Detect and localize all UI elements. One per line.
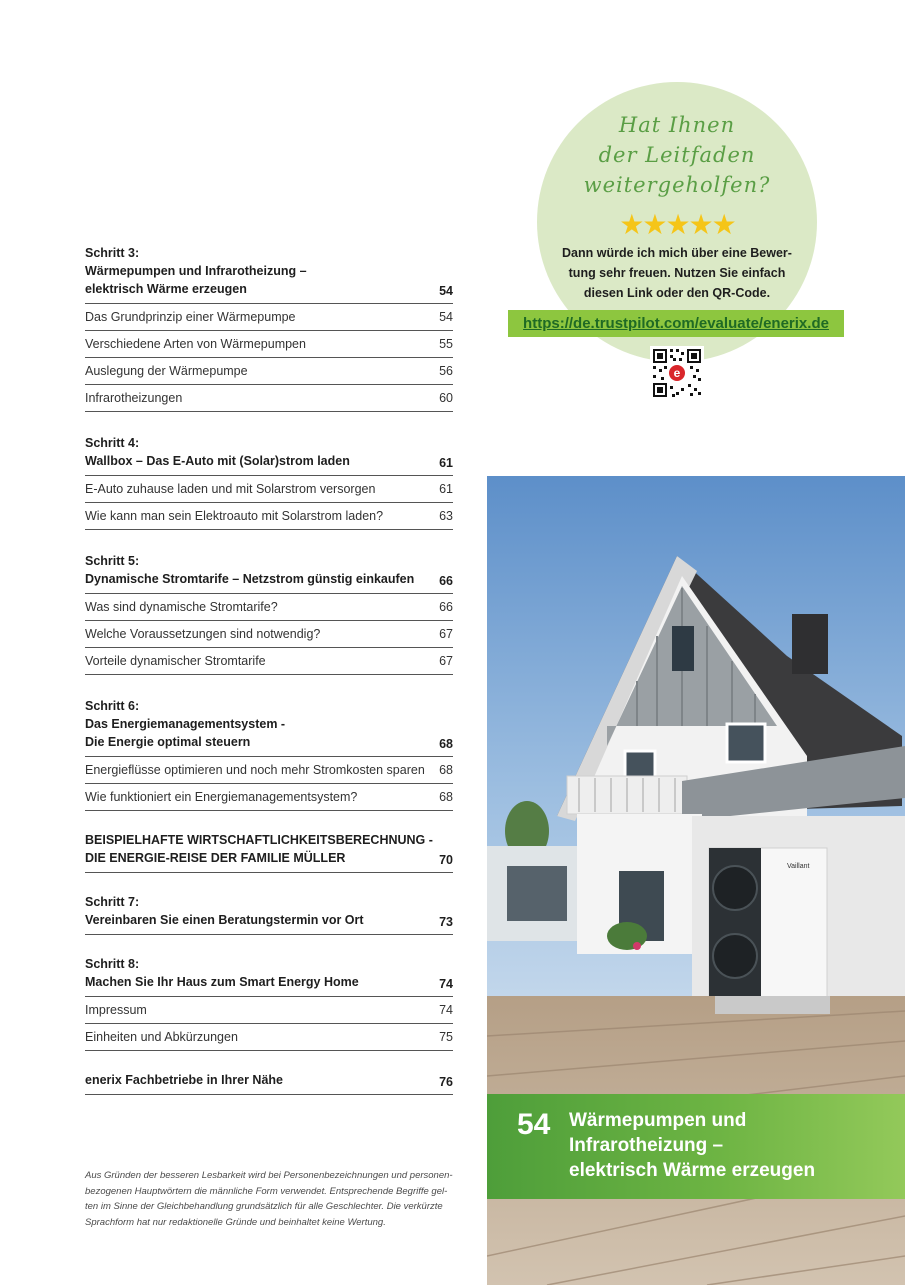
toc-page-number: 76 — [439, 1075, 453, 1089]
review-text-line: tung sehr freuen. Nutzen Sie einfach — [568, 266, 786, 280]
toc-section-label: Schritt 4: — [85, 436, 140, 450]
toc-heading-row[interactable] — [85, 1071, 453, 1095]
review-headline-line: weitergeholfen? — [583, 173, 771, 197]
toc-heading-row[interactable] — [85, 262, 453, 304]
toc-section-label: Schritt 8: — [85, 957, 140, 971]
toc-entry-title: Einheiten und Abkürzungen — [85, 1030, 238, 1044]
toc-page-number: 66 — [439, 574, 453, 588]
toc-heading-row[interactable] — [85, 911, 453, 935]
toc-heading-line: BEISPIELHAFTE WIRTSCHAFTLICHKEITSBERECHNUNG - — [85, 833, 433, 847]
svg-text:e: e — [673, 366, 681, 380]
toc-page-number: 75 — [439, 1030, 453, 1044]
review-headline — [537, 110, 817, 200]
toc-heading-title — [85, 831, 433, 867]
footnote-line: ten im Sinne der Gleichbehandlung grundsätzlich für alle Geschlechter. Die verkürzte — [85, 1201, 443, 1212]
toc-page-number: 68 — [439, 790, 453, 804]
toc-heading-line: Wallbox – Das E-Auto mit (Solar)strom laden — [85, 454, 350, 468]
toc-entry-title: Wie kann man sein Elektroauto mit Solarstrom laden? — [85, 509, 384, 523]
review-text-line: diesen Link oder den QR-Code. — [583, 286, 771, 300]
toc-section — [85, 1071, 453, 1095]
footnote-line: Sprachform hat nur redaktionelle Gründe und beinhaltet keine Wertung. — [85, 1216, 386, 1228]
toc-entry-title: Impressum — [85, 1003, 147, 1017]
toc-entry-title: Welche Voraussetzungen sind notwendig? — [85, 627, 321, 641]
toc-entry-row[interactable] — [85, 304, 453, 331]
toc-section — [85, 697, 453, 811]
toc-page-number: 74 — [439, 977, 453, 991]
toc-entry-title: Auslegung der Wärmepumpe — [85, 364, 248, 378]
toc-entry-row[interactable] — [85, 594, 453, 621]
toc-section-label: Schritt 7: — [85, 895, 140, 909]
toc-page-number: 68 — [439, 737, 453, 751]
toc-heading-title — [85, 911, 364, 929]
toc-page-number: 55 — [439, 337, 453, 351]
chapter-title-line: elektrisch Wärme erzeugen — [569, 1160, 816, 1181]
toc-section — [85, 893, 453, 935]
footnote-line: bezogenen Hauptwörtern die männliche Form verwendet. Entsprechende Begriffe gel- — [85, 1185, 448, 1197]
toc-heading-row[interactable] — [85, 452, 453, 476]
toc-heading-line: elektrisch Wärme erzeugen — [85, 282, 247, 296]
toc-page-number: 54 — [439, 284, 453, 298]
toc-heading-title — [85, 570, 414, 588]
chapter-title-line: Infrarotheizung – — [569, 1135, 724, 1156]
toc-heading-title — [85, 973, 359, 991]
toc-page-number: 61 — [439, 456, 453, 470]
table-of-contents — [85, 244, 453, 1095]
footnote-line: Aus Gründen der besseren Lesbarkeit wird bei Personenbezeichnungen und personen- — [85, 1170, 453, 1181]
toc-entry-row[interactable] — [85, 784, 453, 811]
chapter-title-line: Wärmepumpen und — [569, 1110, 747, 1131]
toc-heading-line: DIE ENERGIE-REISE DER FAMILIE MÜLLER — [85, 851, 346, 865]
toc-heading-line: enerix Fachbetriebe in Ihrer Nähe — [85, 1073, 283, 1087]
toc-heading-title — [85, 262, 307, 298]
toc-entry-row[interactable] — [85, 757, 453, 784]
toc-section — [85, 831, 453, 873]
toc-page-number: 73 — [439, 915, 453, 929]
toc-heading-row[interactable] — [85, 973, 453, 997]
toc-heading-title — [85, 452, 350, 470]
toc-heading-line: Vereinbaren Sie einen Beratungstermin vor Ort — [85, 913, 364, 927]
toc-section-label: Schritt 5: — [85, 554, 140, 568]
toc-heading-row[interactable] — [85, 831, 453, 873]
toc-page-number: 70 — [439, 853, 453, 867]
toc-entry-title: Was sind dynamische Stromtarife? — [85, 600, 278, 614]
toc-entry-title: Vorteile dynamischer Stromtarife — [85, 654, 266, 668]
toc-entry-row[interactable] — [85, 621, 453, 648]
toc-page-number: 74 — [439, 1003, 453, 1017]
toc-section — [85, 552, 453, 675]
toc-page-number: 54 — [439, 310, 453, 324]
review-text — [545, 243, 809, 303]
toc-entry-title: Verschiedene Arten von Wärmepumpen — [85, 337, 306, 351]
toc-heading-line: Das Energiemanagementsystem - — [85, 717, 286, 731]
trustpilot-link[interactable]: https://de.trustpilot.com/evaluate/enerix.de — [523, 315, 829, 332]
toc-section-label: Schritt 6: — [85, 699, 140, 713]
toc-section — [85, 244, 453, 412]
toc-section-label: Schritt 3: — [85, 246, 140, 260]
review-text-line: Dann würde ich mich über eine Bewer- — [562, 246, 792, 260]
toc-entry-row[interactable] — [85, 331, 453, 358]
toc-page-number: 68 — [439, 763, 453, 777]
toc-page-number: 56 — [439, 364, 453, 378]
qr-code-icon[interactable] — [650, 346, 704, 400]
toc-entry-title: Wie funktioniert ein Energiemanagementsystem? — [85, 790, 358, 804]
toc-heading-title — [85, 715, 285, 751]
toc-entry-row[interactable] — [85, 503, 453, 530]
toc-section — [85, 434, 453, 530]
toc-heading-row[interactable] — [85, 715, 453, 757]
toc-entry-title: Energieflüsse optimieren und noch mehr Stromkosten sparen — [85, 763, 425, 777]
toc-entry-row[interactable] — [85, 358, 453, 385]
toc-entry-row[interactable] — [85, 1024, 453, 1051]
toc-heading-row[interactable] — [85, 570, 453, 594]
trustpilot-link-bar[interactable] — [508, 310, 844, 337]
toc-page-number: 60 — [439, 391, 453, 405]
toc-page-number: 67 — [439, 654, 453, 668]
chapter-page-number: 54 — [517, 1108, 551, 1141]
toc-entry-row[interactable] — [85, 385, 453, 412]
footnote — [85, 1168, 460, 1230]
toc-heading-line: Machen Sie Ihr Haus zum Smart Energy Home — [85, 975, 359, 989]
toc-page-number: 67 — [439, 627, 453, 641]
toc-heading-line: Wärmepumpen und Infrarotheizung – — [85, 264, 307, 278]
toc-heading-line: Die Energie optimal steuern — [85, 735, 251, 749]
review-headline-line: Hat Ihnen — [618, 113, 736, 137]
toc-page-number: 63 — [439, 509, 453, 523]
toc-entry-row[interactable] — [85, 648, 453, 675]
toc-heading-title — [85, 1071, 283, 1089]
heat-pump-brand: Vaillant — [787, 863, 810, 870]
chapter-title — [569, 1108, 815, 1183]
toc-section — [85, 955, 453, 1051]
toc-entry-row[interactable] — [85, 476, 453, 503]
toc-heading-line: Dynamische Stromtarife – Netzstrom günstig einkaufen — [85, 572, 415, 586]
toc-page-number: 61 — [439, 482, 453, 496]
five-star-icon: ★★★★★ — [619, 209, 735, 240]
toc-entry-title: Das Grundprinzip einer Wärmepumpe — [85, 310, 296, 324]
toc-entry-title: Infrarotheizungen — [85, 391, 183, 405]
toc-page-number: 66 — [439, 600, 453, 614]
toc-entry-row[interactable] — [85, 997, 453, 1024]
toc-entry-title: E-Auto zuhause laden und mit Solarstrom versorgen — [85, 482, 376, 496]
review-headline-line: der Leitfaden — [598, 143, 756, 167]
chapter-banner — [487, 1094, 905, 1199]
